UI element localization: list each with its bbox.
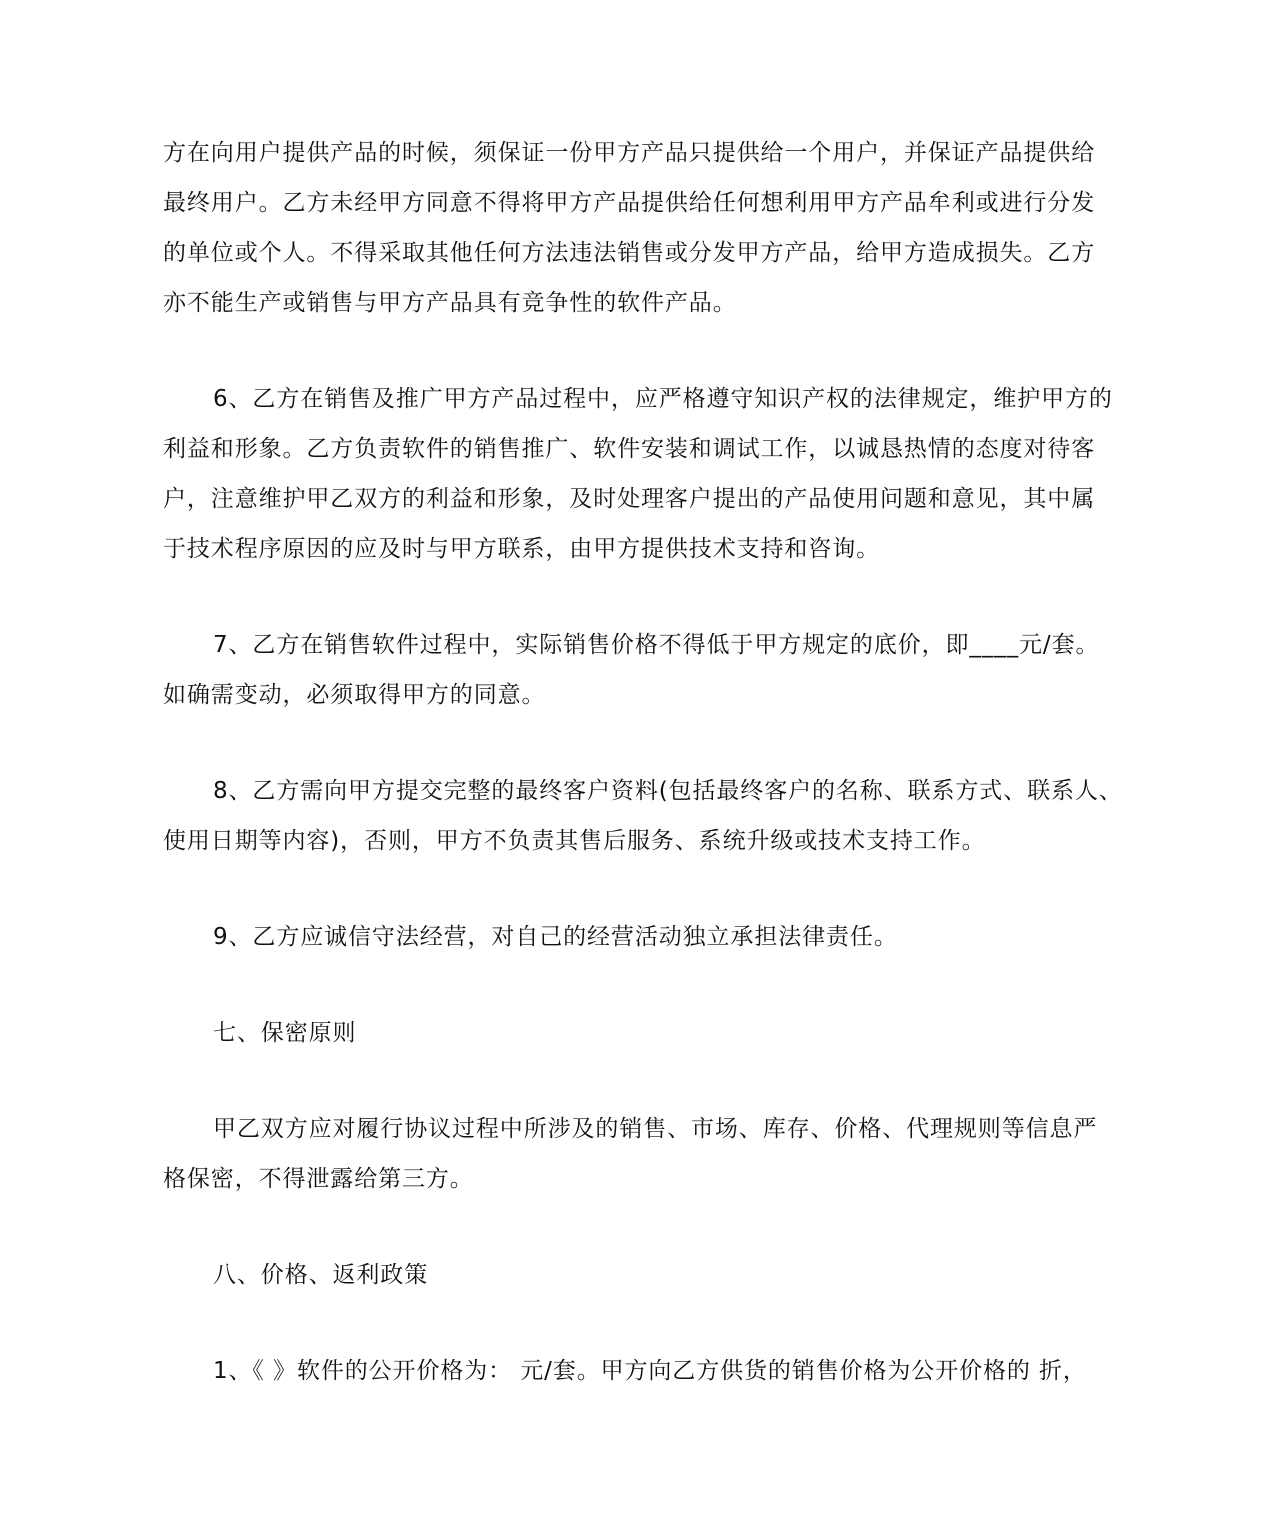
- text-line: 利益和形象。乙方负责软件的销售推广、软件安装和调试工作，以诚恳热情的态度对待客: [163, 436, 1096, 462]
- text-line: 最终用户。乙方未经甲方同意不得将甲方产品提供给任何想利用甲方产品牟利或进行分发: [163, 190, 1096, 216]
- paragraph: [163, 1008, 1123, 1058]
- paragraph: [163, 1104, 1123, 1204]
- document-body: [163, 128, 1123, 1442]
- text-line: 甲乙双方应对履行协议过程中所涉及的销售、市场、库存、价格、代理规则等信息严: [213, 1116, 1098, 1142]
- paragraph: [163, 1250, 1123, 1300]
- paragraph: [163, 766, 1123, 866]
- text-line: 7、乙方在销售软件过程中，实际销售价格不得低于甲方规定的底价，即____元/套。: [213, 632, 1100, 658]
- text-line: 七、保密原则: [213, 1020, 357, 1046]
- text-line: 8、乙方需向甲方提交完整的最终客户资料(包括最终客户的名称、联系方式、联系人、: [213, 778, 1123, 804]
- text-line: 6、乙方在销售及推广甲方产品过程中，应严格遵守知识产权的法律规定，维护甲方的: [213, 386, 1113, 412]
- text-line: 使用日期等内容)，否则，甲方不负责其售后服务、系统升级或技术支持工作。: [163, 828, 986, 854]
- text-line: 于技术程序原因的应及时与甲方联系，由甲方提供技术支持和咨询。: [163, 536, 880, 562]
- paragraph: [163, 374, 1123, 574]
- text-line: 亦不能生产或销售与甲方产品具有竞争性的软件产品。: [163, 290, 737, 316]
- text-line: 1、《 》软件的公开价格为： 元/套。甲方向乙方供货的销售价格为公开价格的 折，: [213, 1358, 1087, 1384]
- text-line: 户，注意维护甲乙双方的利益和形象，及时处理客户提出的产品使用问题和意见，其中属: [163, 486, 1096, 512]
- paragraph: [163, 1346, 1123, 1396]
- text-line: 方在向用户提供产品的时候，须保证一份甲方产品只提供给一个用户，并保证产品提供给: [163, 140, 1096, 166]
- paragraph: [163, 620, 1123, 720]
- text-line: 9、乙方应诚信守法经营，对自己的经营活动独立承担法律责任。: [213, 924, 898, 950]
- text-line: 格保密，不得泄露给第三方。: [163, 1166, 474, 1192]
- paragraph: [163, 128, 1123, 328]
- text-line: 的单位或个人。不得采取其他任何方法违法销售或分发甲方产品，给甲方造成损失。乙方: [163, 240, 1096, 266]
- paragraph: [163, 912, 1123, 962]
- text-line: 如确需变动，必须取得甲方的同意。: [163, 682, 546, 708]
- text-line: 八、价格、返利政策: [213, 1262, 429, 1288]
